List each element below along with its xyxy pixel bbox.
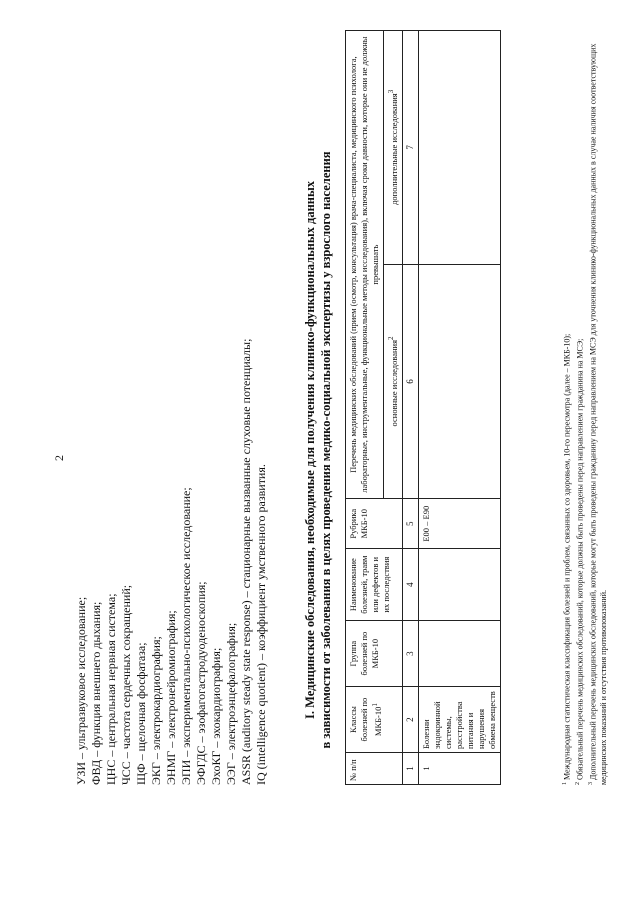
column-number: 1 <box>402 753 418 785</box>
header-names: Наименование болезней, травм или дефектов и их последствия <box>346 549 403 621</box>
row-class-name: Болезни эндокринной системы, расстройства питания и нарушения обмена веществ <box>418 687 500 753</box>
heading-line-1: I. Медицинские обследования, необходимые для получения клинико-функциональных данных <box>303 181 317 720</box>
footnote: $^1$ Международная статистическая классификация болезней и проблем, связанных со здоровьем, 10-го пересмотра (далее – МКБ-10); <box>562 333 572 785</box>
abbreviation-item: ЭНМГ – электронейромиография; <box>164 610 178 785</box>
abbreviation-item: ЭКГ – электрокардиография; <box>149 636 163 785</box>
row-basic <box>418 264 500 499</box>
header-basic: основные исследования$^2$ <box>384 264 403 499</box>
abbreviation-item: УЗИ – ультразвуковое исследование; <box>74 596 88 785</box>
abbreviation-item: ЭПИ – экспериментально-психологическое исследование; <box>179 487 193 785</box>
abbreviation-item: ЭФГДС – эзофагогастродуоденоскопия; <box>194 581 208 785</box>
heading-line-2: в зависимости от заболевания в целях проведения медико-социальной экспертизы у взрослого населения <box>319 151 333 749</box>
header-groups: Группа болезней по МКБ-10 <box>346 621 403 687</box>
abbreviation-item: ЭхоКГ – эхокардиография; <box>209 647 223 785</box>
header-classes: Классы болезней по МКБ-$10^1$ <box>346 687 403 753</box>
header-list: Перечень медицинских обследований (прием (осмотр, консультация) врача-специалиста, медицинского психолога, лабораторные, инструментальные, функциональные методы исследования), включая сроки давности, которые они не должны превышать <box>346 31 384 499</box>
column-number-row <box>402 31 418 785</box>
column-number: 6 <box>402 264 418 499</box>
abbreviation-item: ЩФ – щелочная фосфатаза; <box>134 642 148 785</box>
column-number: 3 <box>402 621 418 687</box>
table-row <box>418 31 500 785</box>
row-extra <box>418 31 500 265</box>
row-num: 1 <box>418 753 500 785</box>
abbreviation-item: ЦНС – центральная нервная система; <box>104 593 118 785</box>
abbreviation-item: IQ (intelligence quotient) – коэффициент умственного развития. <box>254 464 268 785</box>
abbreviation-item: ЭЭГ – электроэнцефалография; <box>224 622 238 785</box>
footnote: $^2$ Обязательный перечень медицинских обследований, которые должны быть проведены перед направлением гражданина на МСЭ; <box>575 338 585 785</box>
examination-table <box>345 30 501 785</box>
row-names <box>418 549 500 621</box>
row-rubric: E00 – E90 <box>418 499 500 549</box>
header-num: № п/п <box>346 753 403 785</box>
row-group <box>418 621 500 687</box>
header-extra: дополнительные исследования$^3$ <box>384 31 403 265</box>
footnote: $^3$ Дополнительный перечень медицинских обследований, которые могут быть проведены гражданину перед направлением на МСЭ для уточнения клинико-функциональных данных в случае наличия соответствующих медицинских показаний и отсутствия противопоказаний. <box>588 43 609 785</box>
column-number: 7 <box>402 31 418 265</box>
column-number: 2 <box>402 687 418 753</box>
section-heading <box>302 55 334 845</box>
column-number: 5 <box>402 499 418 549</box>
page-number: 2 <box>52 455 66 461</box>
abbreviation-item: ФВД – функция внешнего дыхания; <box>89 601 103 785</box>
header-rubric: Рубрика МКБ-10 <box>346 499 403 549</box>
column-number: 4 <box>402 549 418 621</box>
abbreviation-item: ЧСС – частота сердечных сокращений; <box>119 584 133 785</box>
abbreviation-list <box>74 339 269 785</box>
footnotes <box>560 25 610 785</box>
abbreviation-item: ASSR (auditory steady state response) – стационарные вызванные слуховые потенциалы; <box>239 338 253 785</box>
